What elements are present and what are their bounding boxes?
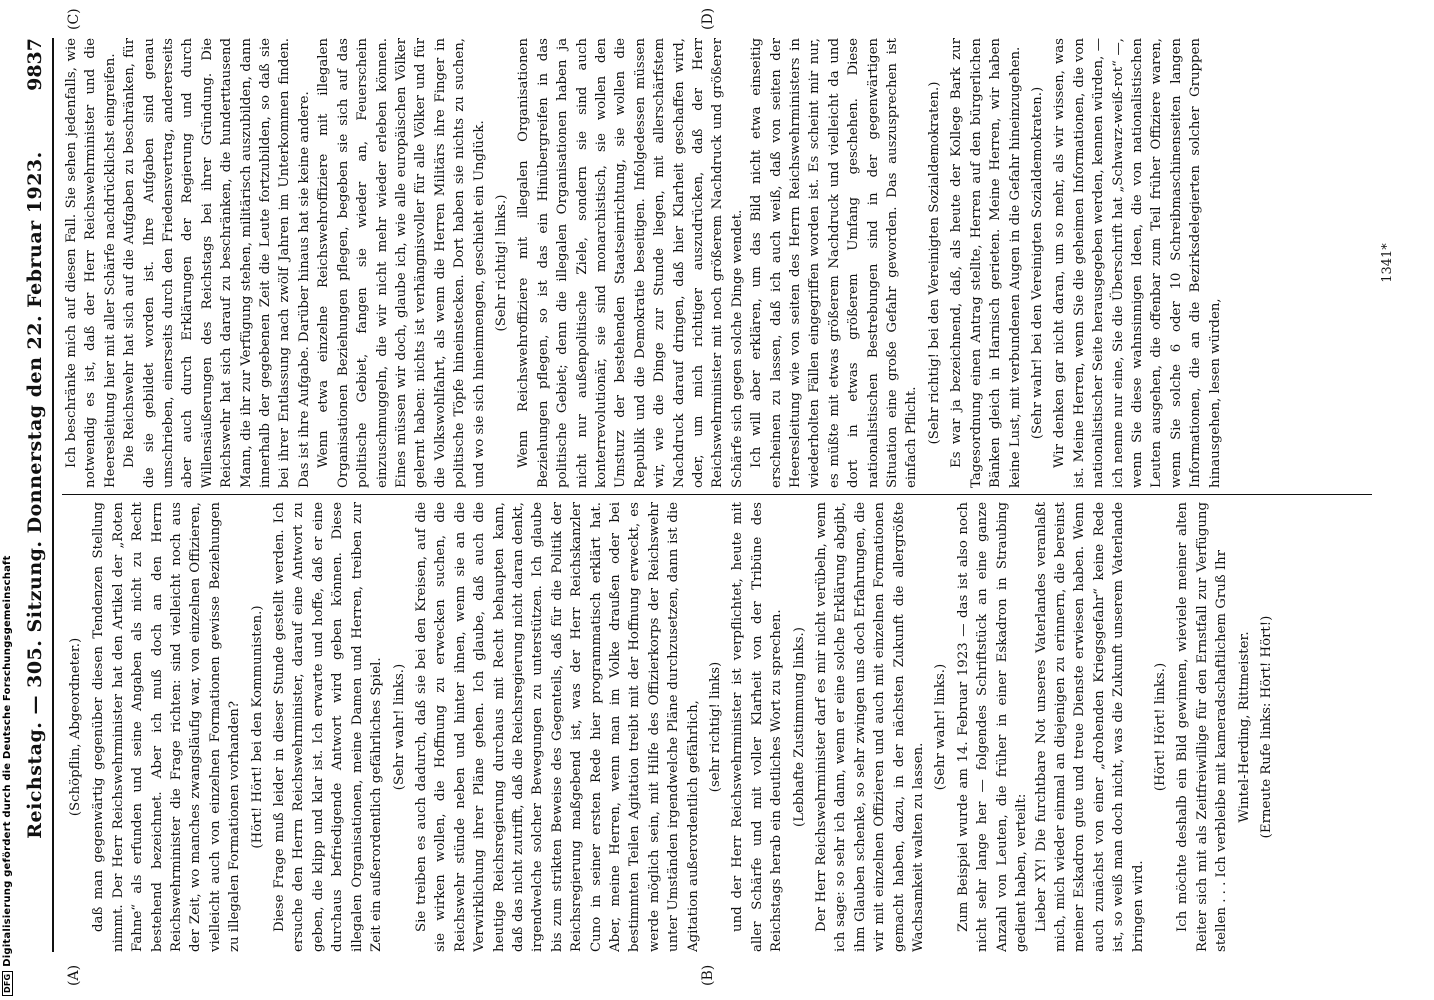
interjection: (Sehr wahr! links.): [391, 663, 407, 791]
page-title: Reichstag. — 305. Sitzung. Donnerstag den 22. Februar 1923.: [24, 151, 46, 839]
margin-letter-b: (B): [700, 964, 716, 986]
interjection: (Sehr wahr! links.): [933, 663, 949, 791]
interjection: (Sehr richtig! links.): [493, 194, 509, 332]
paragraph: Zum Beispiel wurde am 14. Februar 1923 — das ist also noch nicht sehr lange her — folgendes Schriftstück an eine ganze Anzahl von Leuten, die früher in einer Eskadron in Straubing gedient haben, verteilt:: [955, 502, 1030, 952]
right-column: [62, 38, 1372, 488]
interjection: Wintel-Herding, Rittmeister.: [1236, 631, 1252, 823]
margin-letter-d: (D): [700, 7, 716, 30]
paragraph: und der Herr Reichswehrminister ist verpflichtet, heute mit aller Schärfe und mit voller Klarheit von der Tribüne des Reichstags herab ein deutliches Wort zu sprechen.: [730, 502, 785, 952]
page-number: 9837: [24, 38, 46, 91]
paragraph: Wenn Reichswehroffiziere mit illegalen Organisationen Beziehungen pflegen, so ist das ein Hinübergreifen in das politische Gebiet; denn die illegalen Organisationen haben ja nicht nur außenpolitische Ziele, sondern sie sind auch konterrevolutionär, sie sind monarchistisch, sie wollen den Umsturz der bestehenden Staatseinrichtung, sie wollen die Republik und die Demokratie beseitigen. Infolgedessen müssen wir, wie die Dinge zur Stunde liegen, mit allerschärfstem Nachdruck darauf dringen, daß hier Klarheit geschaffen wird, oder, um mich richtiger auszudrücken, daß der Herr Reichswehrminister mit noch größerem Nachdruck und größerer Schärfe sich gegen solche Dinge wendet.: [516, 38, 745, 488]
paragraph: Ich beschränke mich auf diesen Fall. Sie sehen jedenfalls, wie notwendig es ist, daß der Herr Reichswehrminister und die Heeresleitung hier mit aller Schärfe nachdrücklichst eingreifen.: [64, 38, 118, 488]
signature-mark: 1341*: [1380, 243, 1395, 283]
page-header: [20, 38, 54, 952]
paragraph: Der Herr Reichswehrminister darf es mir nicht verübeln, wenn ich sage: so sehr ich dann, wenn er eine solche Erklärung abgibt, ihm Glauben schenke, so sehr zwingen uns doch Erfahrungen, die wir mit einzelnen Offizieren und auch mit einzelnen Formationen gemacht haben, dazu, in der nächsten Zukunft die allergrößte Wachsamkeit walten zu lassen.: [814, 502, 927, 952]
interjection: (Sehr wahr! bei den Vereinigten Sozialdemokraten.): [1029, 86, 1045, 440]
paragraph: Sie treiben es auch dadurch, daß sie bei den Kreisen, auf die sie wirken wollen, die Hoffnung zu erwecken suchen, die Reichswehr stünde neben und hinter ihnen, wenn sie an die Verwirklichung ihrer Pläne gehen. Ich glaube, daß auch die heutige Reichsregierung durchaus mit Recht behaupten kann, daß das nicht zutrifft, daß die Reichsregierung nicht daran denkt, irgendwelche solcher Bewegungen zu unterstützen. Ich glaube bis zum strikten Beweise des Gegenteils, daß für die Politik der Reichsregierung maßgebend ist, was der Herr Reichskanzler Cuno in seiner ersten Rede hier programmatisch erklärt hat. Aber, meine Herren, wenn man im Volke draußen oder bei bestimmten Teilen Agitation treibt mit der Hoffnung erweckt, es werde möglich sein, mit Hilfe des Offizierkorps der Reichswehr unter Umständen irgendwelche Pläne durchzusetzen, dann ist die Agitation außerordentlich gefährlich,: [413, 502, 701, 952]
paragraph: Lieber XY! Die furchtbare Not unseres Vaterlandes veranlaßt mich, mich wieder einmal an diejenigen zu erinnern, die bereinst meiner Eskadron gute und treue Dienste erwiesen haben. Wenn auch zunächst von einer „drohenden Kriegsgefahr“ keine Rede ist, so weiß man doch nicht, was die Zukunft unserem Vaterlande bringen wird.: [1033, 502, 1146, 952]
paragraph: Wir denken gar nicht daran, um so mehr, als wir wissen, was ist. Meine Herren, wenn Sie die geheimen Informationen, die von nationalistischer Seite herausgegeben werden, kennen würden, — ich nenne nur eine, Sie die Überschrift hat „Schwarz-weiß-rot“ —, wenn Sie diese wahnsinnigen Ideen, die von nationalistischen Leuten ausgehen, die offenbar zum Teil früher Offiziere waren, wenn Sie solche 6 oder 10 Schreibmaschinenseiten langen Informationen, die an die Bezirksdelegierten solcher Gruppen hinausgehen, lesen würden,: [1052, 38, 1223, 488]
interjection: (Hört! Hört! bei den Kommunisten.): [249, 605, 265, 849]
paragraph: Die Reichswehr hat sich auf die Aufgaben zu beschränken, für die sie gebildet worden ist. Ihre Aufgaben sind genau umschrieben, einerseits durch den Friedensvertrag, andererseits aber auch durch Erklärungen der Regierung und durch Willensäußerungen des Reichstags bei ihrer Gründung. Die Reichswehr hat sich darauf zu beschränken, die hunderttausend Mann, die ihr zur Verfügung stehen, militärisch auszubilden, dann innerhalb der gegebenen Zeit die Leute fortzubilden, so daß sie bei ihrer Entlassung nach zwölf Jahren im Unterkommen finden. Das ist ihre Aufgabe. Darüber hinaus hat sie keine andere.: [122, 38, 312, 488]
interjection: (Hört! Hört! links.): [1152, 662, 1168, 792]
left-column: [62, 502, 1372, 952]
column-divider: [62, 494, 1372, 495]
margin-letter-a: (A): [66, 964, 82, 986]
interjection: (Sehr richtig! bei den Vereinigten Sozialdemokraten.): [926, 81, 942, 445]
margin-letter-c: (C): [66, 8, 82, 30]
paragraph: Es war ja bezeichnend, daß, als heute der Kollege Bark zur Tagesordnung einen Antrag stellte, Herren auf den bürgerlichen Bänken gleich in Harnisch gerieten. Meine Herren, wir haben keine Lust, mit verbundenen Augen in die Gefahr hineinzugehen.: [949, 38, 1023, 488]
paragraph: daß man gegenwärtig gegenüber diesen Tendenzen Stellung nimmt. Der Herr Reichswehrminister hat den Artikel der „Roten Fahne“ als erfunden und seine Angaben als nicht zu Recht bestehend bezeichnet. Aber ich muß doch an den Herrn Reichswehrminister die Frage richten: sind vielleicht noch aus der Zeit, wo manches zwangsläufig war, von einzelnen Offizieren, vielleicht auch von einzelnen Formationen gewisse Beziehungen zu illegalen Formationen vorhanden?: [91, 502, 243, 952]
speaker-name: (Schöpflin, Abgeordneter.): [68, 637, 83, 817]
dfg-logo: DFG: [2, 971, 13, 996]
paragraph: Ich will aber erklären, um das Bild nicht etwa einseitig erscheinen zu lassen, daß ich auch weiß, daß von seiten der Heeresleitung wie von seiten des Herrn Reichswehrministers in wiederholten Fällen eingegriffen worden ist. Es scheint mir nur, es müßte mit etwas größerem Nachdruck und vielleicht da und dort in etwas größerem Umfang geschehen. Diese nationalistischen Bestrebungen sind in der gegenwärtigen Situation eine große Gefahr geworden. Das auszusprechen ist einfach Pflicht.: [749, 38, 920, 488]
interjection: (Erneute Rufe links: Hört! Hört!): [1258, 615, 1274, 839]
interjection: (Lebhafte Zustimmung links.): [791, 627, 807, 827]
paragraph: Ich möchte deshalb ein Bild gewinnen, wieviele meiner alten Reiter sich mit als Zeitfreiwillige für den Ernstfall zur Verfügung stellen . . . Ich verbleibe mit kameradschaftlichem Gruß Ihr: [1175, 502, 1230, 952]
paragraph: Wenn etwa einzelne Reichswehroffiziere mit illegalen Organisationen Beziehungen pflegen, begeben sie sich auf das politische Gebiet, fangen sie wieder an, Feuerschein einzuschmuggeln, die wir nicht mehr wieder erleben können. Eines müssen wir doch, glaube ich, wie alle europäischen Völker gelernt haben: nichts ist verhängnisvoller für alle Völker und für die Volkswohlfahrt, als wenn die Herren Militärs ihre Finger in politische Töpfe hineinstecken. Dort haben sie nichts zu suchen, und wo sie sich hineinmengen, geschieht ein Unglück.: [316, 38, 487, 488]
digitization-credit: [0, 0, 14, 1000]
interjection: (sehr richtig! links): [708, 661, 723, 793]
paragraph: Diese Frage muß leider in dieser Stunde gestellt werden. Ich ersuche den Herrn Reichswehrminister, darauf eine Antwort zu geben, die klipp und klar ist. Ich erwarte und hoffe, daß er eine durchaus befriedigende Antwort wird geben können. Diese illegalen Organisationen, meine Damen und Herren, treiben zur Zeit ein außerordentlich gefährliches Spiel.: [272, 502, 385, 952]
digitization-credit-text: Digitalisierung gefördert durch die Deutsche Forschungsgemeinschaft: [1, 555, 13, 967]
